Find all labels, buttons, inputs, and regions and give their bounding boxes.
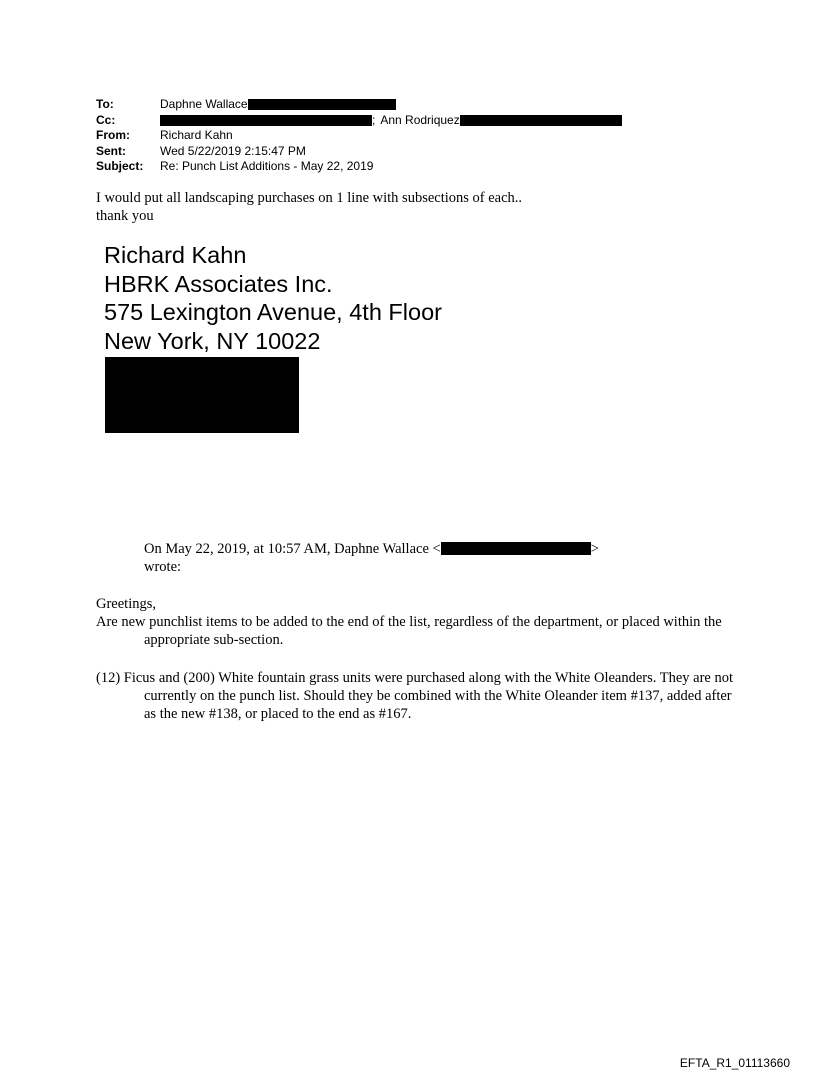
sent-row bbox=[96, 144, 622, 160]
cc-row bbox=[96, 113, 622, 129]
redaction-cc-1 bbox=[160, 115, 372, 126]
redaction-to-email bbox=[248, 99, 396, 110]
to-name: Daphne Wallace bbox=[160, 97, 248, 111]
document-id: EFTA_R1_01113660 bbox=[679, 1056, 790, 1070]
signature-block bbox=[104, 241, 442, 355]
quoted-header-suffix: > bbox=[590, 541, 599, 557]
quoted-paragraph-2: (12) Ficus and (200) White fountain grass units were purchased along with the White Oleanders. They are not currently on the punch list. Should they be combined with the White Oleander item #137, added after as the new #138, or placed to the end as #167. bbox=[96, 670, 734, 722]
signature-city: New York, NY 10022 bbox=[104, 327, 321, 354]
quoted-header-wrote: wrote: bbox=[144, 559, 182, 575]
subject-label: Subject: bbox=[96, 159, 144, 173]
signature-address: 575 Lexington Avenue, 4th Floor bbox=[104, 299, 442, 325]
signature-company: HBRK Associates Inc. bbox=[104, 270, 333, 297]
cc-separator: ; bbox=[372, 112, 376, 127]
reply-line-1: I would put all landscaping purchases on 1 line with subsections of each.. bbox=[96, 190, 523, 206]
redaction-cc-2 bbox=[460, 115, 622, 126]
from-label: From: bbox=[96, 128, 130, 142]
from-value: Richard Kahn bbox=[160, 128, 233, 142]
sent-label: Sent: bbox=[96, 143, 126, 158]
email-header bbox=[96, 97, 622, 175]
redaction-signature bbox=[105, 357, 299, 433]
signature-name: Richard Kahn bbox=[104, 242, 247, 268]
quoted-paragraph-1: Are new punchlist items to be added to the end of the list, regardless of the department, or placed within the appropriate sub-section. bbox=[96, 614, 722, 648]
reply-body bbox=[96, 189, 522, 225]
quoted-header-prefix: On May 22, 2019, at 10:57 AM, Daphne Wallace < bbox=[144, 541, 441, 557]
cc-name: Ann Rodriquez bbox=[380, 112, 460, 127]
to-label: To: bbox=[96, 97, 114, 111]
quoted-header bbox=[144, 540, 664, 576]
from-row bbox=[96, 128, 622, 144]
subject-value: Re: Punch List Additions - May 22, 2019 bbox=[160, 159, 374, 173]
subject-row bbox=[96, 159, 622, 175]
to-row bbox=[96, 97, 622, 113]
quoted-greeting: Greetings, bbox=[96, 596, 156, 612]
sent-value: Wed 5/22/2019 2:15:47 PM bbox=[160, 143, 306, 158]
reply-line-2: thank you bbox=[96, 208, 154, 224]
cc-label: Cc: bbox=[96, 112, 116, 127]
redaction-quoted-email bbox=[441, 542, 591, 555]
